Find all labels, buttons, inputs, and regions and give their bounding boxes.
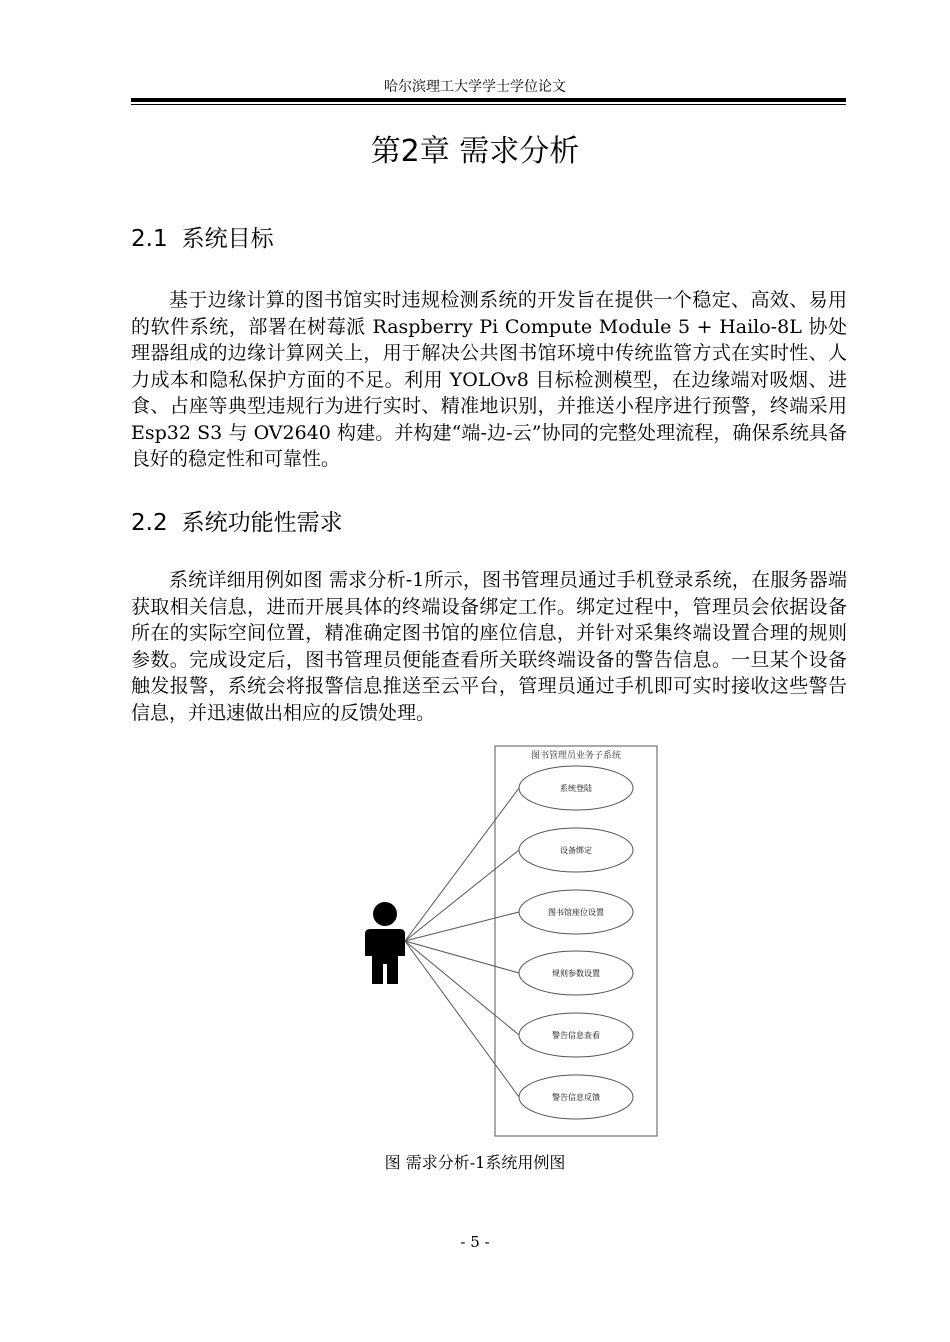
header-rule-thin bbox=[131, 104, 846, 105]
actor-icon bbox=[365, 902, 405, 984]
section-paragraph-2-1: 基于边缘计算的图书馆实时违规检测系统的开发旨在提供一个稳定、高效、易用的软件系统，部署在树莓派 Raspberry Pi Compute Module 5 + Hailo-8L 协处理器组成的边缘计算网关上，用于解决公共图书馆环境中传统监管方式在实时性、人力成本和隐私保护方面的不足。利用 YOLOv8 目标检测模型，在边缘端对吸烟、进食、占座等典型违规行为进行实时、精准地识别，并推送小程序进行预警，终端采用 Esp32 S3 与 OV2640 构建。并构建“端-边-云”协同的完整处理流程，确保系统具备良好的稳定性和可靠性。 bbox=[131, 289, 847, 470]
use-case-label: 规则参数设置 bbox=[552, 969, 600, 978]
use-case-seat-setting bbox=[519, 890, 633, 934]
use-case-device-binding bbox=[519, 828, 633, 872]
use-case-label: 系统登陆 bbox=[560, 784, 592, 793]
use-case-label: 警告信息查看 bbox=[552, 1031, 600, 1040]
association-lines bbox=[405, 788, 519, 1097]
use-case-label: 设备绑定 bbox=[560, 846, 592, 855]
section-number: 2.2 bbox=[131, 510, 168, 536]
use-case-system-login bbox=[519, 766, 633, 810]
figure-caption: 图 需求分析-1系统用例图 bbox=[384, 1153, 566, 1172]
page-number: - 5 - bbox=[460, 1233, 490, 1251]
use-case-alert-view bbox=[519, 1013, 633, 1057]
use-case-label: 警告信息反馈 bbox=[552, 1093, 600, 1102]
use-case-label: 图书馆座位设置 bbox=[548, 908, 604, 917]
use-case-rule-setting bbox=[519, 951, 633, 995]
use-case-diagram bbox=[360, 744, 660, 1138]
section-heading-2-1 bbox=[131, 222, 274, 256]
header-rule-thick bbox=[131, 98, 846, 102]
section-number: 2.1 bbox=[131, 226, 168, 252]
section-paragraph-2-2: 系统详细用例如图 需求分析-1所示，图书管理员通过手机登录系统，在服务器端获取相关信息，进而开展具体的终端设备绑定工作。绑定过程中，管理员会依据设备所在的实际空间位置，精准确定图书馆的座位信息，并针对采集终端设置合理的规则参数。完成设定后，图书管理员便能查看所关联终端设备的警告信息。一旦某个设备触发报警，系统会将报警信息推送至云平台，管理员通过手机即可实时接收这些警告信息，并迅速做出相应的反馈处理。 bbox=[131, 569, 847, 724]
section-title: 系统功能性需求 bbox=[181, 510, 343, 536]
system-name: 图书管理员业务子系统 bbox=[530, 751, 622, 761]
section-heading-2-2 bbox=[131, 506, 343, 540]
section-title: 系统目标 bbox=[181, 226, 274, 252]
running-header: 哈尔滨理工大学学士学位论文 bbox=[384, 79, 566, 95]
chapter-title: 第2章 需求分析 bbox=[370, 134, 580, 169]
use-case-alert-feedback bbox=[519, 1075, 633, 1119]
